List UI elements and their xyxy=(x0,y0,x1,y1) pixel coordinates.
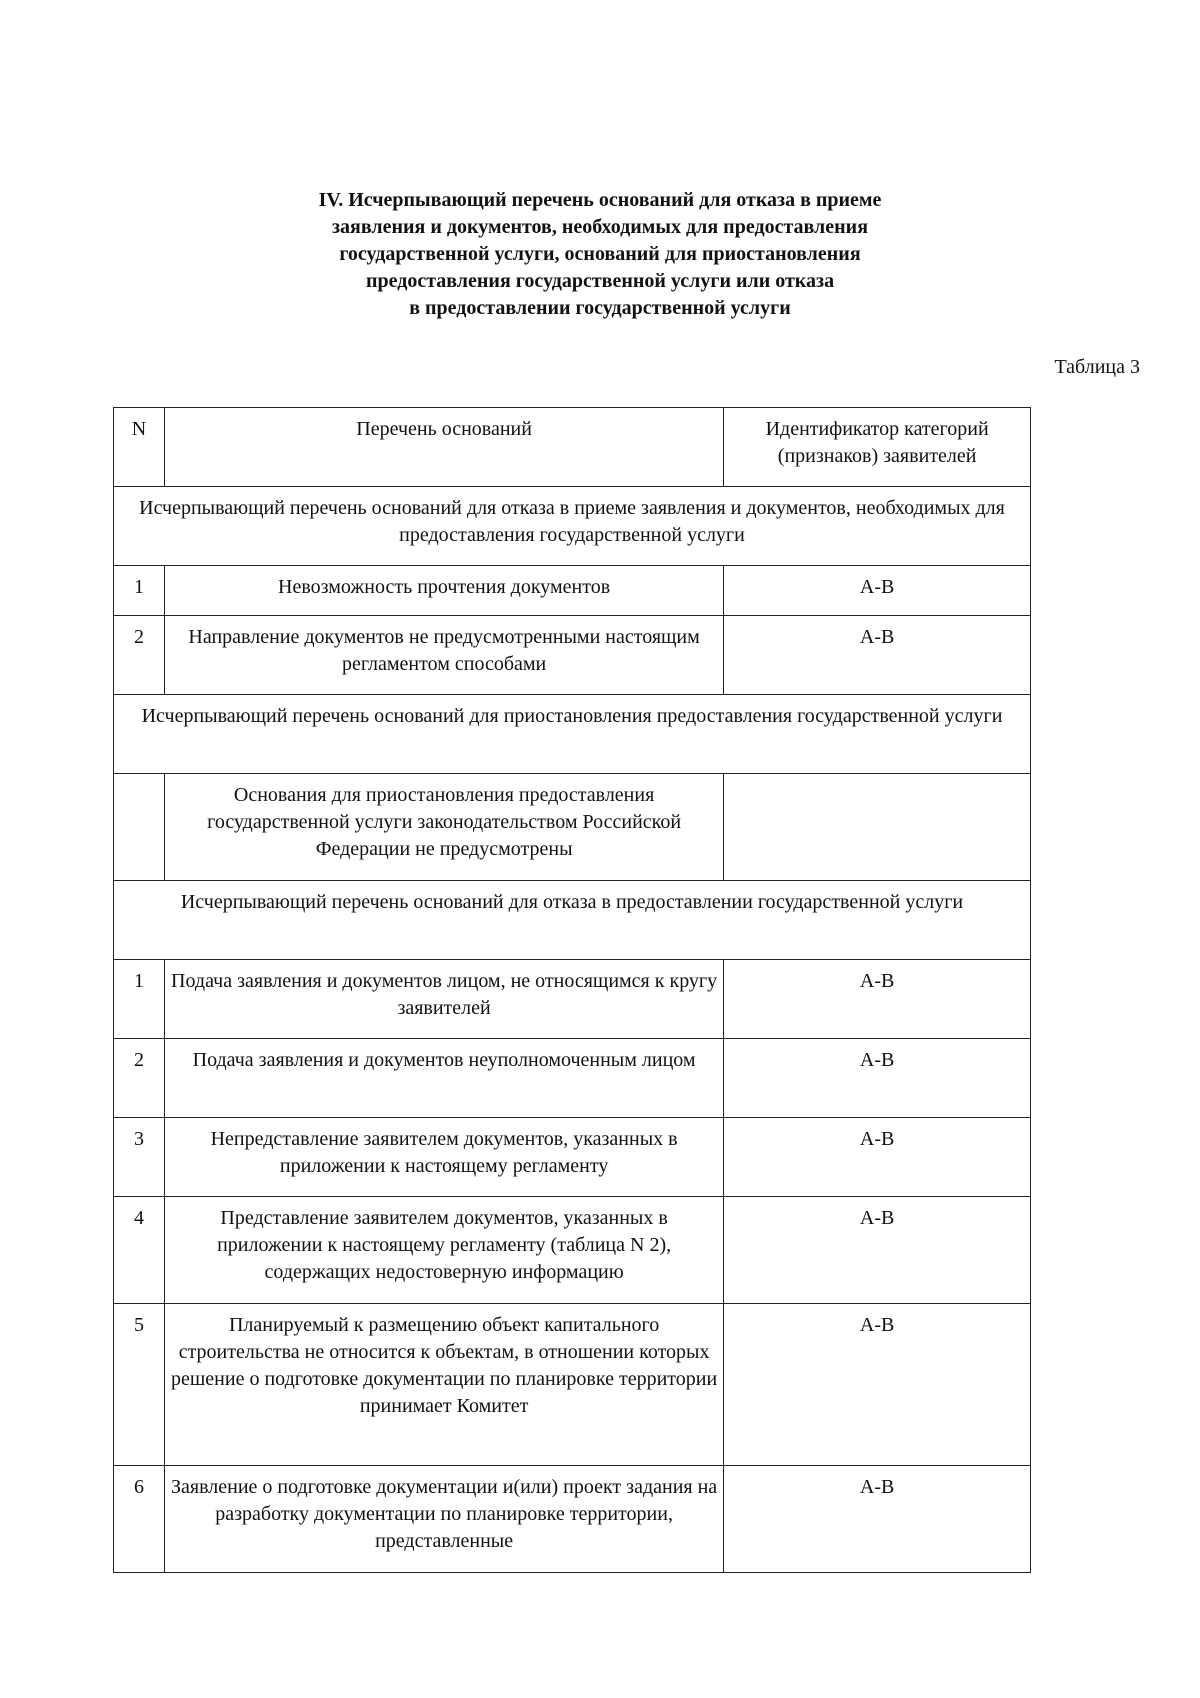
row-num: 3 xyxy=(114,1118,165,1197)
row-identifier: А-В xyxy=(724,960,1031,1039)
heading-line: заявления и документов, необходимых для предоставления xyxy=(331,216,869,238)
row-num: 2 xyxy=(114,1039,165,1118)
row-text: Направление документов не предусмотренными настоящим регламентом способами xyxy=(164,616,723,695)
table-row xyxy=(114,960,1031,1039)
heading-line: в предоставлении государственной услуги xyxy=(409,297,791,319)
row-identifier: А-В xyxy=(724,616,1031,695)
row-num: 1 xyxy=(114,960,165,1039)
row-num: 2 xyxy=(114,616,165,695)
row-text: Невозможность прочтения документов xyxy=(164,566,723,616)
section-title: Исчерпывающий перечень оснований для приостановления предоставления государственной услуги xyxy=(114,695,1031,774)
row-identifier: А-В xyxy=(724,1039,1031,1118)
row-identifier: А-В xyxy=(724,1118,1031,1197)
row-identifier: А-В xyxy=(724,1466,1031,1573)
header-grounds: Перечень оснований xyxy=(164,408,723,487)
row-text: Подача заявления и документов лицом, не относящимся к кругу заявителей xyxy=(164,960,723,1039)
grounds-table xyxy=(113,407,1031,1573)
section-row xyxy=(114,695,1031,774)
table-label: Таблица 3 xyxy=(1054,356,1140,378)
section-title: Исчерпывающий перечень оснований для отказа в предоставлении государственной услуги xyxy=(114,881,1031,960)
section-heading xyxy=(200,187,1000,322)
row-num: 1 xyxy=(114,566,165,616)
row-text: Планируемый к размещению объект капитального строительства не относится к объектам, в отношении которых решение о подготовке документации по планировке территории принимает Комитет xyxy=(164,1304,723,1466)
section-title: Исчерпывающий перечень оснований для отказа в приеме заявления и документов, необходимых для предоставления государственной услуги xyxy=(114,487,1031,566)
heading-line: IV. Исчерпывающий перечень оснований для отказа в приеме xyxy=(318,189,882,211)
table-row xyxy=(114,1197,1031,1304)
row-identifier: А-В xyxy=(724,566,1031,616)
row-text: Представление заявителем документов, указанных в приложении к настоящему регламенту (таблица N 2), содержащих недостоверную информацию xyxy=(164,1197,723,1304)
table-row xyxy=(114,774,1031,881)
section-row xyxy=(114,881,1031,960)
table-row xyxy=(114,1466,1031,1573)
row-text: Заявление о подготовке документации и(или) проект задания на разработку документации по планировке территории, представленные xyxy=(164,1466,723,1573)
row-num: 6 xyxy=(114,1466,165,1573)
row-identifier: А-В xyxy=(724,1304,1031,1466)
table-row xyxy=(114,1039,1031,1118)
row-text: Основания для приостановления предоставления государственной услуги законодательством Российской Федерации не предусмотрены xyxy=(164,774,723,881)
table-row xyxy=(114,1118,1031,1197)
header-identifier: Идентификатор категорий (признаков) заявителей xyxy=(724,408,1031,487)
row-num xyxy=(114,774,165,881)
row-num: 5 xyxy=(114,1304,165,1466)
row-identifier: А-В xyxy=(724,1197,1031,1304)
table-row xyxy=(114,616,1031,695)
row-text: Непредставление заявителем документов, указанных в приложении к настоящему регламенту xyxy=(164,1118,723,1197)
table-row xyxy=(114,566,1031,616)
table-row xyxy=(114,1304,1031,1466)
row-text: Подача заявления и документов неуполномоченным лицом xyxy=(164,1039,723,1118)
row-num: 4 xyxy=(114,1197,165,1304)
heading-line: предоставления государственной услуги или отказа xyxy=(365,270,835,292)
heading-line: государственной услуги, оснований для приостановления xyxy=(339,243,861,265)
table-header-row xyxy=(114,408,1031,487)
section-row xyxy=(114,487,1031,566)
row-identifier xyxy=(724,774,1031,881)
header-num: N xyxy=(114,408,165,487)
